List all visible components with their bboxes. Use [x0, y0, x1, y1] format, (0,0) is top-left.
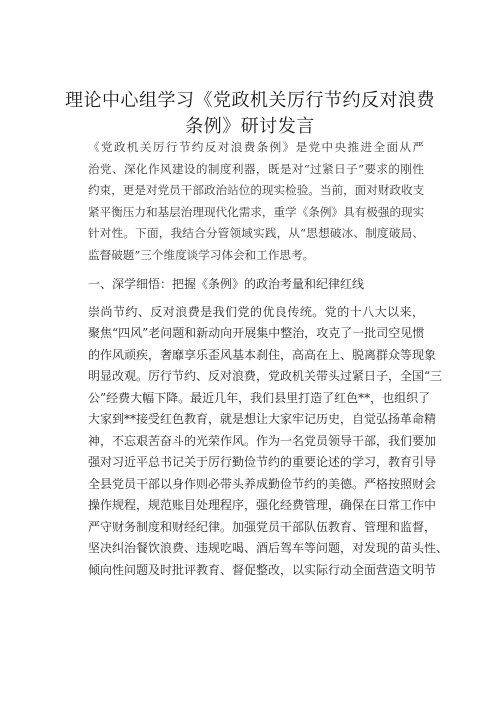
section-line: 聚焦“四风”老问题和新动向开展集中整治，攻克了一批司空见惯	[88, 326, 425, 340]
section-line: 明显改观。厉行节约、反对浪费，党政机关带头过紧日子，全国“三	[88, 369, 443, 383]
section-line: 的作风顽疾，奢靡享乐歪风基本刹住，高高在上、脱离群众等现象	[88, 347, 437, 362]
intro-line: 《党政机关厉行节约反对浪费条例》是党中央推进全面从严	[88, 140, 424, 154]
intro-line: 监督破题”三个维度谈学习体会和工作思考。	[88, 247, 315, 262]
title-line: 条例》研讨发言	[185, 116, 315, 137]
section-line: 全县党员干部以身作则必带头养成勤俭节约的美德。严格按照财会	[88, 476, 437, 491]
section-line: 操作规程，规范账目处理程序，强化经费管理，确保在日常工作中	[88, 498, 437, 512]
section-line: 崇尚节约、反对浪费是我们党的优良传统。党的十八大以来，	[88, 304, 424, 319]
section-line: 大家到**接受红色教育，就是想让大家牢记历史，自觉弘扬革命精	[88, 412, 437, 426]
intro-line: 治党、深化作风建设的制度利器，既是对“过紧日子”要求的刚性	[88, 161, 424, 176]
intro-line: 紧平衡压力和基层治理现代化需求，重学《条例》具有极强的现实	[88, 204, 425, 219]
title-line: 理论中心组学习《党政机关厉行节约反对浪费	[65, 90, 435, 111]
document-body	[88, 137, 449, 581]
section-line: 严守财务制度和财经纪律。加强党员干部队伍教育、管理和监督，	[88, 519, 437, 534]
section-line: 神，不忘艰苦奋斗的光荣作风。作为一名党员领导干部，我们要加	[88, 433, 437, 448]
section-line: 倾向性问题及时批评教育、督促整改，以实际行动全面营造文明节	[88, 562, 437, 577]
intro-line: 针对性。下面，我结合分管领域实践，从“思想破冰、制度破局、	[88, 226, 424, 240]
section-line: 公”经费大幅下降。最近几年，我们县里打造了红色**，也组织了	[88, 390, 431, 405]
section-heading: 一、深学细悟：把握《条例》的政治考量和纪律红线	[88, 277, 365, 291]
document-title	[60, 88, 440, 140]
intro-line: 约束，更是对党员干部政治站位的现实检验。当前，面对财政收支	[88, 183, 425, 197]
section-line: 坚决纠治餐饮浪费、违规吃喝、酒后驾车等问题，对发现的苗头性、	[88, 541, 449, 555]
intro-paragraph	[88, 137, 424, 266]
section-line: 强对习近平总书记关于厉行勤俭节约的重要论述的学习，教育引导	[88, 455, 437, 469]
section-paragraph	[88, 302, 449, 582]
